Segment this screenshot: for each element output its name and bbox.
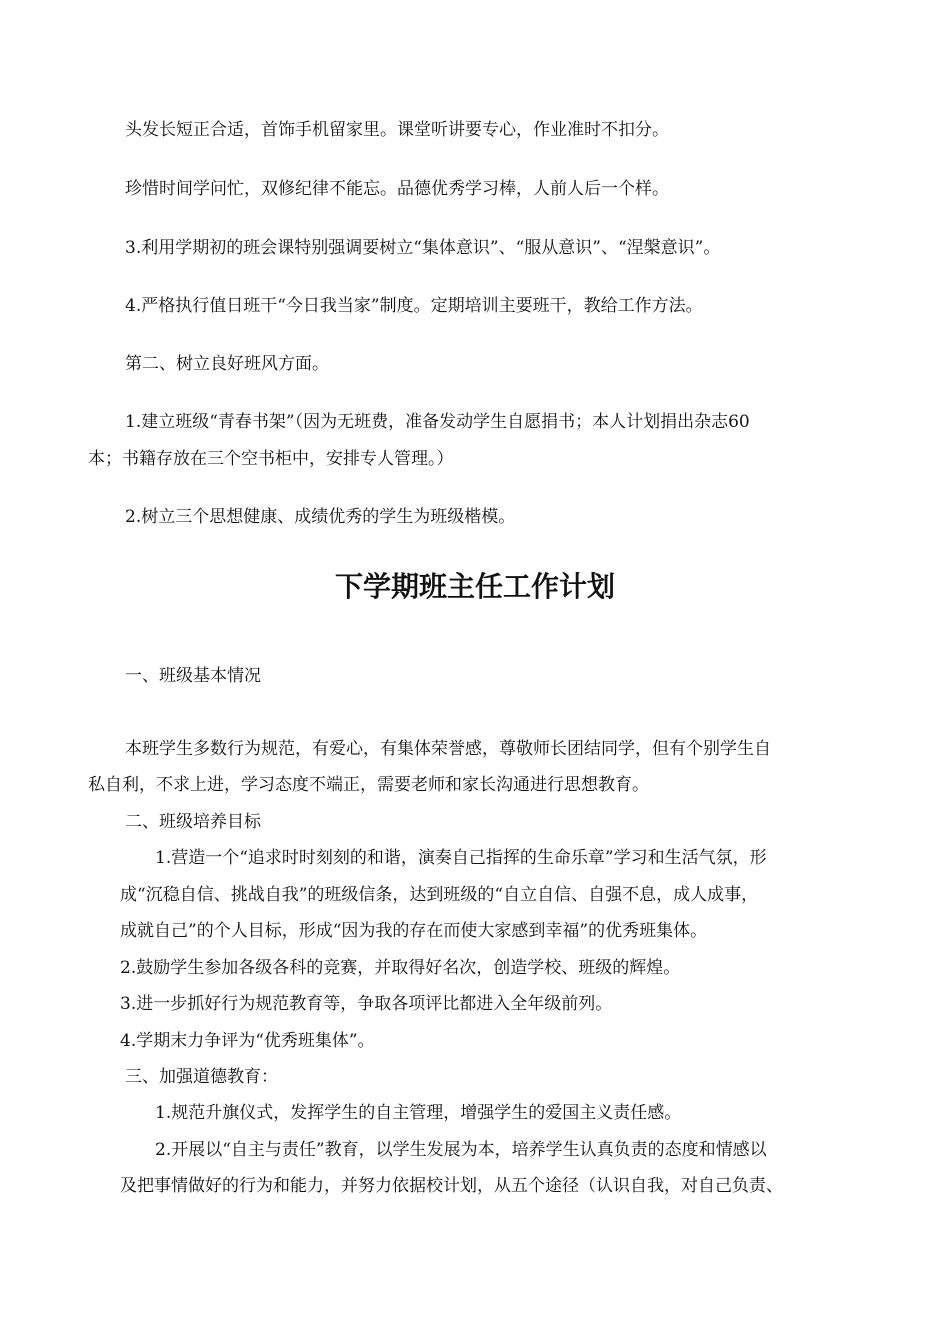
text-line: 1.规范升旗仪式，发挥学生的自主管理，增强学生的爱国主义责任感。	[155, 1103, 682, 1123]
text-line: 4.严格执行值日班干“今日我当家”制度。定期培训主要班干，教给工作方法。	[125, 296, 703, 316]
text-line: 3.进一步抓好行为规范教育等，争取各项评比都进入全年级前列。	[120, 994, 613, 1014]
text-line: 2.树立三个思想健康、成绩优秀的学生为班级楷模。	[125, 507, 516, 527]
text-line: 1.营造一个“追求时时刻刻的和谐，演奏自己指挥的生命乐章”学习和生活气氛，形	[155, 848, 767, 868]
text-line: 4.学期末力争评为“优秀班集体”。	[120, 1031, 375, 1051]
page-title: 下学期班主任工作计划	[334, 570, 615, 603]
text-line: 及把事情做好的行为和能力，并努力依据校计划，从五个途径（认识自我，对自己负责、	[120, 1176, 783, 1196]
heading-basic-info: 一、班级基本情况	[125, 666, 261, 686]
text-line: 本；书籍存放在三个空书柜中，安排专人管理。）	[88, 449, 454, 469]
heading-moral-education: 三、加强道德教育：	[125, 1067, 278, 1087]
text-line: 成就自己”的个人目标，形成“因为我的存在而使大家感到幸福”的优秀班集体。	[120, 921, 708, 941]
text-line: 3.利用学期初的班会课特别强调要树立“集体意识”、“服从意识”、“涅槃意识”。	[125, 238, 721, 258]
text-line: 珍惜时间学问忙，双修纪律不能忘。品德优秀学习棒，人前人后一个样。	[125, 179, 669, 199]
text-line: 2.开展以“自主与责任”教育，以学生发展为本，培养学生认真负责的态度和情感以	[155, 1140, 767, 1160]
text-line: 第二、树立良好班风方面。	[125, 354, 329, 374]
text-line: 成“沉稳自信、挑战自我”的班级信条，达到班级的“自立自信、自强不息，成人成事，	[120, 885, 759, 905]
text-line: 头发长短正合适，首饰手机留家里。课堂听讲要专心，作业准时不扣分。	[125, 120, 669, 140]
text-line: 1.建立班级“青春书架”（因为无班费，准备发动学生自愿捐书；本人计划捐出杂志60	[125, 412, 750, 432]
text-line: 2.鼓励学生参加各级各科的竞赛，并取得好名次，创造学校、班级的辉煌。	[120, 958, 681, 978]
text-line: 私自利，不求上进，学习态度不端正，需要老师和家长沟通进行思想教育。	[88, 775, 649, 795]
text-line: 本班学生多数行为规范，有爱心，有集体荣誉感，尊敬师长团结同学，但有个别学生自	[125, 739, 771, 759]
heading-goals: 二、班级培养目标	[125, 812, 261, 832]
